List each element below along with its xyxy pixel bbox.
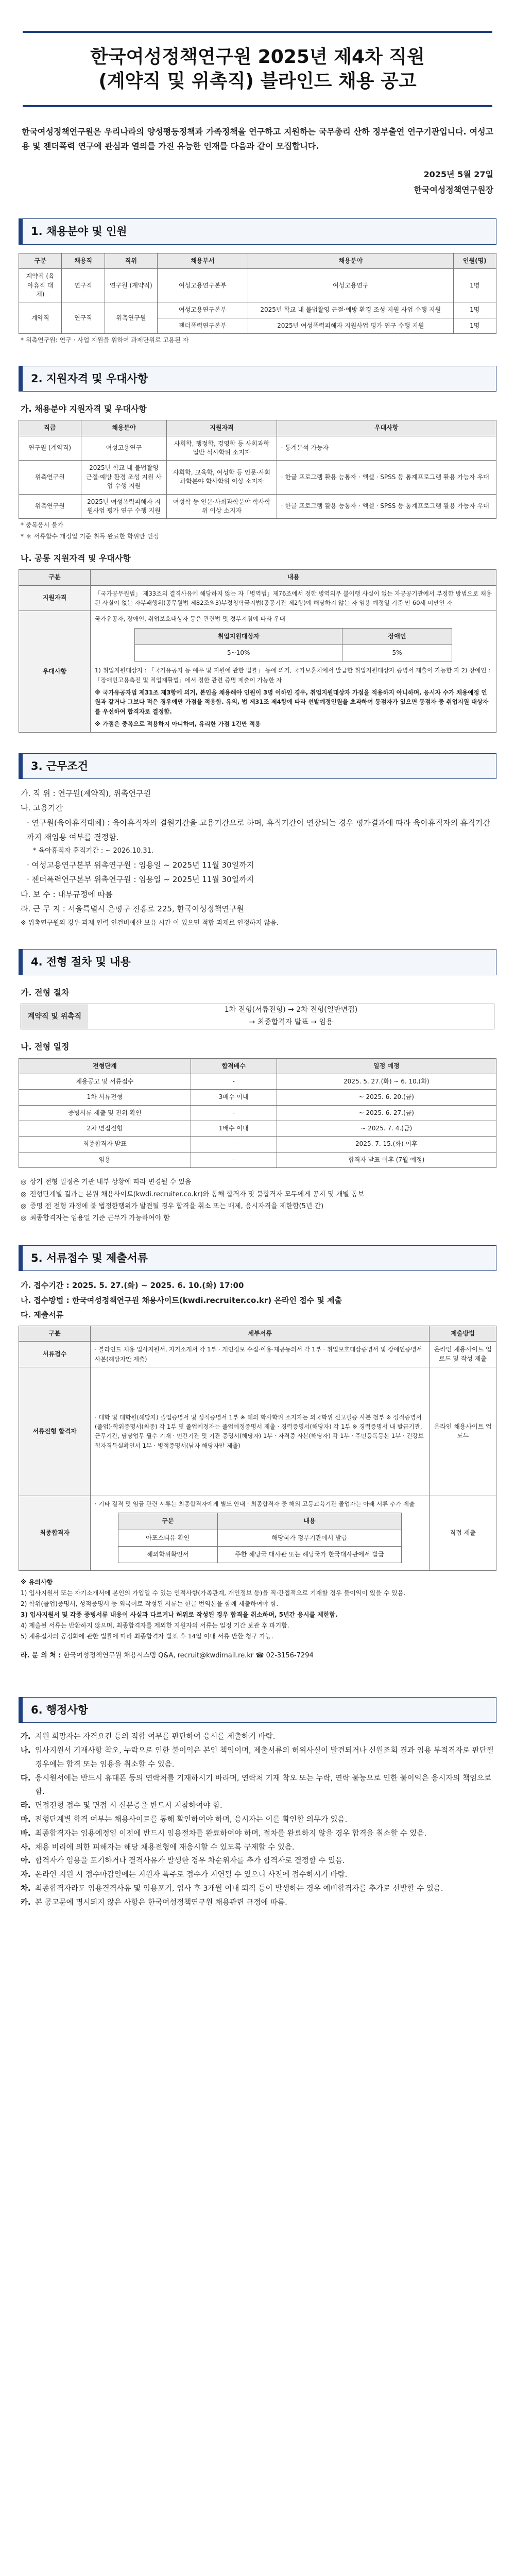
list-item: 1) 입사지원서 또는 자기소개서에 본인의 가입일 수 있는 인적사항(가족관계, 개인정보 등)을 직·간접적으로 기재할 경우 불이익이 있을 수 있음. (21, 1589, 406, 1597)
schedule-notes (21, 1176, 494, 1225)
header-cell: 제출방법 (430, 1326, 496, 1341)
header-cell: 채용분야 (248, 253, 453, 268)
table-cell: 채용공고 및 서류접수 (19, 1074, 191, 1089)
list-marker: 차. (21, 1885, 31, 1893)
table-cell: 위촉연구원 (105, 302, 157, 334)
list-item (21, 1744, 494, 1772)
condition-item: · 연구원(육아휴직대체) : 육아휴직자의 결원기간을 고용기간으로 하며, 휴직기간이 연장되는 경우 평가결과에 따라 육아휴직자의 휴직기간까지 재임용 여부를 결정함. (27, 818, 490, 842)
table-row (19, 461, 496, 494)
table-row (19, 269, 496, 302)
issuer: 한국여성정책연구원장 (414, 184, 493, 195)
header-cell: 채용부서 (157, 253, 248, 268)
table-cell: 1차 서류전형 (19, 1090, 191, 1105)
table-row (19, 1090, 496, 1105)
list-item-text: 최종합격자는 임용일 기준 근무가 가능하여야 함 (30, 1214, 170, 1223)
list-item (21, 1827, 494, 1841)
application-method: 나. 접수방법 : 한국여성정책연구원 채용사이트(kwdi.recruiter.co.kr) 온라인 접수 및 제출 (21, 1295, 342, 1305)
table-row (19, 436, 496, 461)
list-marker: 가. (21, 1733, 31, 1741)
table-cell: 1명 (453, 318, 496, 333)
positions-table (19, 253, 496, 334)
flow-label: 계약직 및 위촉직 (21, 1004, 88, 1029)
table-cell: · 통계분석 가능자 (277, 436, 496, 461)
table-cell: 증빙서류 제출 및 진위 확인 (19, 1105, 191, 1121)
table-cell: 연구원 (계약직) (19, 436, 81, 461)
section-5-heading: 5. 서류접수 및 제출서류 (19, 1245, 496, 1271)
header-cell: 구분 (19, 570, 91, 585)
table-cell: 온라인 채용사이트 업로드 (430, 1367, 496, 1496)
table-cell: 2025년 여성폭력피해자 지원사업 평가 연구 수행 지원 (81, 494, 167, 519)
subheading: 나. 공통 지원자격 및 우대사항 (21, 553, 131, 564)
table-note: * 중복응시 불가 (21, 521, 64, 529)
table-cell: 젠더폭력연구본부 (157, 318, 248, 333)
announcement-title-box (23, 31, 492, 107)
bullet-icon: ◎ (21, 1202, 27, 1211)
condition-item: 가. 직 위 : 연구원(계약직), 위촉연구원 (21, 788, 151, 798)
list-item: 4) 제출된 서류는 반환하지 않으며, 최종합격자를 제외한 지원자의 서류는 일정 기간 보관 후 파기함. (21, 1621, 289, 1629)
header-cell: 구분 (19, 1326, 91, 1341)
documents-table (19, 1326, 496, 1571)
title-line-2: (계약직 및 위촉직) 블라인드 채용 공고 (98, 70, 417, 92)
table-cell: · 한글 프로그램 활용 능통자 · 엑셀 · SPSS 등 통계프로그램 활용 가능자 우대 (277, 461, 496, 494)
table-cell: 여성고용연구 (81, 436, 167, 461)
table-cell: 지원자격 (19, 585, 91, 611)
table-note: * 위촉연구원: 연구 · 사업 지원을 위하여 과제단위로 고용된 자 (21, 336, 189, 344)
list-marker: 카. (21, 1898, 31, 1907)
flow-step-line: → 최종합격자 발표 → 임용 (249, 1018, 333, 1027)
header-cell: 취업지원대상자 (135, 628, 342, 645)
table-row (19, 1342, 496, 1367)
contact-info (21, 1651, 494, 1661)
flow-step-line: 1차 전형(서류전형) → 2차 전형(일반면접) (224, 1006, 358, 1014)
table-cell: - (191, 1152, 277, 1167)
list-item (21, 1813, 494, 1827)
condition-item: * 육아휴직자 휴직기간 : ~ 2026.10.31. (33, 846, 154, 855)
condition-item: 나. 고용기간 (21, 803, 63, 813)
table-cell: 1명 (453, 302, 496, 318)
table-row (19, 611, 496, 732)
list-item (21, 1896, 494, 1910)
list-marker: 나. (21, 1746, 31, 1755)
preference-rule: ※ 가점은 중복으로 적용하지 아니하며, 유리한 가점 1건만 적용 (95, 720, 261, 728)
dateline (22, 167, 493, 198)
list-marker: 사. (21, 1843, 31, 1852)
table-row (19, 302, 496, 318)
table-cell: ~ 2025. 7. 4.(금) (277, 1121, 496, 1137)
flow-body (88, 1004, 494, 1029)
header-cell: 장애인 (342, 628, 452, 645)
contact-label: 라. 문 의 처 : (21, 1651, 61, 1659)
table-cell: 여성고용연구본부 (157, 269, 248, 302)
table-cell: 1배수 이내 (191, 1121, 277, 1137)
table-cell: · 대학 및 대학원(해당자) 졸업증명서 및 성적증명서 1부 ※ 해외 학사학위 소지자는 외국학위 신고필증 사본 첨부 ※ 성적증명서(졸업)·학위증명서(최종) 각 1부 및 졸업예정자는 졸업예정증명서 제출 · 경력증명서(해당자) 각 1부 ※ 경력증명서 내 발급기관, 근무기간, 담당업무 필수 기재 · 민간기관 및 기관 증명서(해당자) 1부 · 자격증 사본(해당자) 각 1부 · 주민등록등본 1부 · 건강보험자격득실확인서 1부 · 병적증명서(남자 해당자만 제출) (91, 1367, 430, 1496)
table-cell: 2025. 5. 27.(화) ~ 6. 10.(화) (277, 1074, 496, 1089)
subheading: 가. 전형 절차 (21, 987, 70, 997)
section-6-heading: 6. 행정사항 (19, 1697, 496, 1723)
table-cell: 1명 (453, 269, 496, 302)
table-row (19, 585, 496, 611)
table-cell: 2차 면접전형 (19, 1121, 191, 1137)
table-cell: - (191, 1074, 277, 1089)
list-item: 3) 입사지원서 및 각종 증빙서류 내용이 사실과 다르거나 허위로 작성된 경우 합격을 취소하며, 5년간 응시를 제한함. (21, 1611, 338, 1618)
table-cell: 2025. 7. 15.(화) 이후 (277, 1137, 496, 1152)
table-cell: - (191, 1105, 277, 1121)
list-item (21, 1854, 494, 1868)
table-row (19, 1367, 496, 1496)
table-cell: 계약직 (19, 302, 62, 334)
list-item (21, 1176, 494, 1188)
list-item-text: 지원 희망자는 자격요건 등의 적합 여부를 판단하여 응시를 제출하기 바람. (35, 1733, 276, 1741)
list-marker: 다. (21, 1774, 31, 1783)
list-marker: 바. (21, 1829, 31, 1838)
bonus-table (134, 628, 452, 662)
list-item-text: 전형단계별 합격 여부는 채용사이트를 통해 확인하여야 하며, 응시자는 이를 확인할 의무가 있음. (35, 1816, 348, 1824)
application-period: 가. 접수기간 : 2025. 5. 27.(화) ~ 2025. 6. 10.(화) 17:00 (21, 1281, 244, 1291)
table-cell: 「국가공무원법」 제33조의 결격사유에 해당하지 않는 자「병역법」제76조에서 정한 병역의무 불이행 사실이 없는 자공공기관에서 부정한 방법으로 채용된 사실이 없는 자부패행위(공무원법 제82조의3)부정청탁금지법(공공기관 제2항)에 해당하지 않는 자 임용 예정일 기준 만 60세 미만인 자 (91, 585, 496, 611)
list-item (21, 1868, 494, 1882)
header-cell: 구분 (19, 253, 62, 268)
table-cell: 5~10% (135, 645, 342, 662)
table-row (19, 1152, 496, 1167)
table-cell: 최종합격자 발표 (19, 1137, 191, 1152)
table-cell: 직접 제출 (430, 1496, 496, 1570)
list-item-text: 전형단계별 결과는 본원 채용사이트(kwdi.recruiter.co.kr)와 통해 합격자 및 불합격자 모두에게 공지 및 개별 통보 (30, 1190, 365, 1198)
list-marker: 자. (21, 1871, 31, 1879)
table-cell: 아포스티유 확인 (118, 1530, 217, 1546)
list-item-text: 최종합격자는 임용예정일 이전에 반드시 임용절차를 완료하여야 하며, 절차를 완료하지 않을 경우 합격을 취소할 수 있음. (35, 1829, 427, 1838)
final-docs-text: · 기타 결격 및 임금 관련 서류는 최종합격자에게 별도 안내 · 최종합격자 중 해외 고등교육기관 졸업자는 아래 서류 추가 제출 (95, 1500, 415, 1507)
announcement-date: 2025년 5월 27일 (423, 169, 493, 179)
table-cell: · 한글 프로그램 활용 능통자 · 엑셀 · SPSS 등 통계프로그램 활용 가능자 우대 (277, 494, 496, 519)
list-item-text: 입사지원서 기재사항 착오, 누락으로 인한 불이익은 본인 책임이며, 제출서류의 허위사실이 발견되거나 신원조회 결과 임용 부적격자로 판단될 경우에는 합격 또는 임용을 취소할 수 있음. (35, 1746, 494, 1769)
table-cell: 여성고용연구본부 (157, 302, 248, 318)
table-cell: - (191, 1137, 277, 1152)
common-qualification-table (19, 569, 496, 732)
list-item (21, 1841, 494, 1855)
required-docs-heading: 다. 제출서류 (21, 1310, 64, 1320)
list-item-text: 본 공고문에 명시되지 않은 사항은 한국여성정책연구원 채용관련 규정에 따름. (35, 1898, 287, 1907)
list-item: 2) 학위(졸업)증명서, 성적증명서 등 외국어로 작성된 서류는 한글 번역본을 함께 제출하여야 함. (21, 1600, 279, 1607)
list-item (21, 1772, 494, 1800)
intro-paragraph: 한국여성정책연구원은 우리나라의 양성평등정책과 가족정책을 연구하고 지원하는 국무총리 산하 정부출연 연구기관입니다. 여성고용 및 젠더폭력 연구에 관심과 열의를 가진 유능한 인재를 다음과 같이 모집합니다. (22, 126, 493, 151)
header-cell: 전형단계 (19, 1058, 191, 1074)
bullet-icon: ◎ (21, 1214, 27, 1223)
header-cell: 인원(명) (453, 253, 496, 268)
condition-item: 라. 근 무 지 : 서울특별시 은평구 진흥로 225, 한국여성정책연구원 (21, 904, 244, 914)
list-item (21, 1799, 494, 1813)
header-cell: 직위 (105, 253, 157, 268)
list-item-text: 온라인 지원 시 접수마감일에는 지원자 폭주로 접수가 지연될 수 있으니 사전에 접수하시기 바람. (35, 1871, 348, 1879)
qualification-table (19, 420, 496, 519)
table-cell: 해당국가 정부기관에서 발급 (217, 1530, 402, 1546)
list-marker: 라. (21, 1802, 31, 1810)
table-cell: 2025년 학교 내 불법촬영 근절·예방 환경 조성 지원 사업 수행 지원 (248, 302, 453, 318)
table-cell: 사회학, 교육학, 여성학 등 인문·사회과학분야 학사학위 이상 소지자 (167, 461, 277, 494)
process-flow (21, 1004, 494, 1029)
section-4-heading: 4. 전형 절차 및 내용 (19, 949, 496, 975)
table-cell: 2025년 여성폭력피해자 지원사업 평가 연구 수행 지원 (248, 318, 453, 333)
table-cell: 위촉연구원 (19, 461, 81, 494)
table-cell: 계약직 (육아휴직 대체) (19, 269, 62, 302)
section-2-heading: 2. 지원자격 및 우대사항 (19, 366, 496, 392)
header-cell: 합격배수 (191, 1058, 277, 1074)
table-cell: 3배수 이내 (191, 1090, 277, 1105)
table-row (19, 1074, 496, 1089)
section-3-heading: 3. 근무조건 (19, 753, 496, 779)
table-cell: ~ 2025. 6. 20.(금) (277, 1090, 496, 1105)
contact-text[interactable]: 한국여성정책연구원 채용시스템 Q&A, recruit@kwdimail.re.kr ☎ 02-3156-7294 (63, 1651, 314, 1659)
table-cell: 서류접수 (19, 1342, 91, 1367)
application-info (21, 1278, 494, 1323)
table-cell: 해외학위확인서 (118, 1546, 217, 1563)
condition-item: 다. 보 수 : 내부규정에 따름 (21, 889, 113, 899)
header-cell: 구분 (118, 1513, 217, 1530)
table-cell: 온라인 채용사이트 업로드 및 작성 제출 (430, 1342, 496, 1367)
preference-rule: ※ 국가유공자법 제31조 제3항에 의거, 본인을 채용해야 인원이 3명 이하인 경우, 취업지원대상자 가점을 적용하지 아니하며, 응시자 수가 채용예정 인원과 같거나 그보다 적은 경우에만 가점을 적용함. 유의, 법 제31조 제4항에 따라 선발예정인원을 초과하여 동점자가 있으면 동점자 중 취업지원 대상자를 우선하여 합격자로 결정함. (95, 688, 489, 715)
table-row (19, 1137, 496, 1152)
table-cell: ~ 2025. 6. 27.(금) (277, 1105, 496, 1121)
list-item (21, 1212, 494, 1224)
condition-item: · 젠더폭력연구본부 위촉연구원 : 임용일 ~ 2025년 11월 30일까지 (27, 875, 254, 885)
header-cell: 직급 (19, 420, 81, 436)
table-cell: 여성고용연구 (248, 269, 453, 302)
condition-item: · 여성고용연구본부 위촉연구원 : 임용일 ~ 2025년 11월 30일까지 (27, 860, 254, 870)
condition-item: ※ 위촉연구원의 경우 과제 인력 인건비예산 보유 시간 이 있으면 적합 과제로 인정하지 않음. (21, 918, 279, 926)
list-item-text: 합격자가 임용을 포기하거나 결격사유가 발생한 경우 차순위자를 추가 합격자로 결정할 수 있음. (35, 1857, 345, 1866)
list-item-text: 최종합격자라도 임용결격사유 및 임용포기, 입사 후 3개월 이내 퇴직 등이 발생하는 경우 예비합격자를 추가로 선발할 수 있음. (35, 1885, 443, 1893)
table-row (19, 494, 496, 519)
table-cell: 2025년 학교 내 불법촬영 근절·예방 환경 조성 지원 사업 수행 지원 (81, 461, 167, 494)
table-cell: 사회학, 행정학, 경영학 등 사회과학 일반 석사학위 소지자 (167, 436, 277, 461)
preference-line: 국가유공자, 장애인, 취업보호대상자 등은 관련법 및 정부지침에 따라 우대 (95, 615, 285, 623)
list-item-text: 면접전형 접수 및 면접 시 신분증을 반드시 지참하여야 함. (35, 1802, 222, 1810)
header-cell: 내용 (91, 570, 496, 585)
table-cell: 연구직 (62, 269, 105, 302)
list-item-text: 증명 전 전형 과정에 불 법정한행위가 발견될 경우 합격을 취소 또는 배제, 응시자격을 제한함(5년 간) (30, 1202, 324, 1211)
announcement-title (23, 45, 492, 94)
header-cell: 일정 예정 (277, 1058, 496, 1074)
table-cell: 임용 (19, 1152, 191, 1167)
table-cell: 합격자 발표 이후 (7월 예정) (277, 1152, 496, 1167)
header-cell: 세부서류 (91, 1326, 430, 1341)
table-row (19, 1105, 496, 1121)
header-cell: 채용직 (62, 253, 105, 268)
schedule-table (19, 1058, 496, 1168)
list-item-text: 응시원서에는 반드시 휴대폰 등의 연락처를 기재하시기 바라며, 연락처 기재 착오 또는 누락, 연락 불능으로 인한 불이익은 응시자의 책임으로 함. (35, 1774, 491, 1797)
table-row (19, 1496, 496, 1570)
bullet-icon: ◎ (21, 1178, 27, 1187)
subheading: 가. 채용분야 지원자격 및 우대사항 (21, 403, 147, 414)
table-cell: 연구직 (62, 302, 105, 334)
table-cell: 5% (342, 645, 452, 662)
overseas-docs-table (118, 1513, 402, 1563)
final-docs-cell (91, 1496, 430, 1570)
table-note: * ＊ 서류합수 개정일 기준 취득 완료한 학위만 인정 (21, 532, 159, 540)
list-item-text: 상기 전형 일정은 기관 내부 상황에 따라 변경될 수 있음 (30, 1178, 192, 1187)
list-item: 5) 채용절차의 공정화에 관한 법률에 따라 최종합격자 발표 후 14일 이내 서류 반환 청구 가능. (21, 1632, 273, 1640)
list-item (21, 1730, 494, 1744)
table-cell: 여성학 등 인문·사회과학분야 학사학위 이상 소지자 (167, 494, 277, 519)
section-1-heading: 1. 채용분야 및 인원 (19, 218, 496, 244)
title-line-1: 한국여성정책연구원 2025년 제4차 직원 (90, 46, 425, 67)
header-cell: 지원자격 (167, 420, 277, 436)
preference-cell (91, 611, 496, 732)
table-cell: · 블라인드 채용 입사지원서, 자기소개서 각 1부 · 개인정보 수집·이용·제공동의서 각 1부 · 취업보호대상증명서 및 장애인증명서 사본(해당자만 제출) (91, 1342, 430, 1367)
list-item-text: 채용 비리에 의한 피해자는 해당 채용전형에 재응시할 수 있도록 구제할 수 있음. (35, 1843, 295, 1852)
header-cell: 채용분야 (81, 420, 167, 436)
preference-detail: 1) 취업지원대상자 : 「국가유공자 등 예우 및 지원에 관한 법률」 등에 의거, 국가보훈처에서 발급한 취업지원대상자 증명서 제출이 가능한 자 2) 장애인 : 「장애인고용촉진 및 직업재활법」에서 정한 관련 증명 제출이 가능한 자 (95, 667, 491, 684)
table-cell: 연구원 (계약직) (105, 269, 157, 302)
table-cell: 우대사항 (19, 611, 91, 732)
table-row (19, 1121, 496, 1137)
list-marker: 아. (21, 1857, 31, 1866)
header-cell: 내용 (217, 1513, 402, 1530)
subheading: 나. 전형 일정 (21, 1042, 70, 1052)
table-cell: 위촉연구원 (19, 494, 81, 519)
caution-notes (21, 1577, 494, 1642)
table-cell: 서류전형 합격자 (19, 1367, 91, 1496)
admin-notes (21, 1730, 494, 1910)
bullet-icon: ◎ (21, 1190, 27, 1198)
table-cell: 최종합격자 (19, 1496, 91, 1570)
work-conditions (21, 786, 494, 928)
list-marker: 마. (21, 1816, 31, 1824)
list-item (21, 1882, 494, 1896)
caution-title: ※ 유의사항 (21, 1578, 53, 1586)
header-cell: 우대사항 (277, 420, 496, 436)
list-item (21, 1189, 494, 1200)
list-item (21, 1200, 494, 1212)
table-cell: 주한 해당국 대사관 또는 해당국가 한국대사관에서 발급 (217, 1546, 402, 1563)
